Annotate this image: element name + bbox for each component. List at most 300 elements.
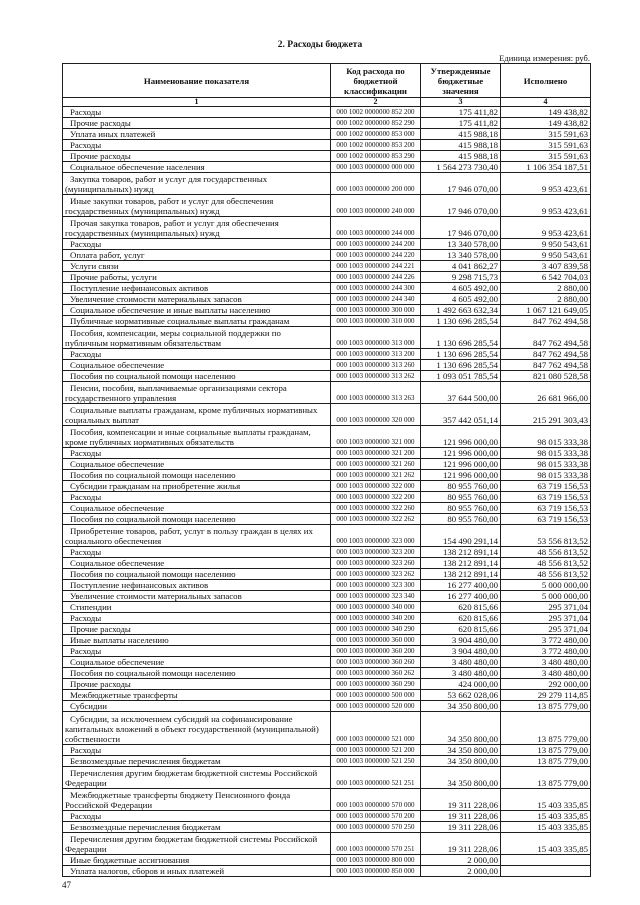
row-approved: 16 277 400,00 <box>421 591 501 602</box>
row-approved: 16 277 400,00 <box>421 580 501 591</box>
row-executed: 15 403 335,85 <box>501 833 591 855</box>
row-approved: 53 662 028,06 <box>421 690 501 701</box>
table-row <box>63 712 591 745</box>
row-name: Увеличение стоимости материальных запасов <box>63 294 331 305</box>
row-executed: 215 291 303,43 <box>501 404 591 426</box>
table-row <box>63 250 591 261</box>
row-name: Услуги связи <box>63 261 331 272</box>
section-title: 2. Расходы бюджета <box>277 40 363 50</box>
table-row <box>63 140 591 151</box>
row-code: 000 1003 0000000 320 000 <box>331 404 421 426</box>
row-executed: 15 403 335,85 <box>501 789 591 811</box>
row-code: 000 1003 0000000 500 000 <box>331 690 421 701</box>
row-code: 000 1003 0000000 521 200 <box>331 745 421 756</box>
table-header-row <box>63 64 591 98</box>
row-executed: 295 371,04 <box>501 624 591 635</box>
page-number: 47 <box>62 880 71 890</box>
row-approved: 1 130 696 285,54 <box>421 360 501 371</box>
row-code: 000 1003 0000000 521 251 <box>331 767 421 789</box>
budget-expenses-table <box>62 63 591 877</box>
row-name: Социальное обеспечение <box>63 360 331 371</box>
table-row <box>63 217 591 239</box>
row-approved: 1 564 273 730,40 <box>421 162 501 173</box>
row-executed: 9 953 423,61 <box>501 173 591 195</box>
row-executed: 6 542 704,03 <box>501 272 591 283</box>
row-name: Пособия по социальной помощи населению <box>63 371 331 382</box>
row-executed <box>501 866 591 877</box>
row-approved: 80 955 760,00 <box>421 492 501 503</box>
table-row <box>63 580 591 591</box>
row-name: Субсидии гражданам на приобретение жилья <box>63 481 331 492</box>
row-approved: 1 130 696 285,54 <box>421 327 501 349</box>
row-code: 000 1003 0000000 244 226 <box>331 272 421 283</box>
table-row <box>63 558 591 569</box>
row-approved: 424 000,00 <box>421 679 501 690</box>
row-code: 000 1003 0000000 313 260 <box>331 360 421 371</box>
row-approved: 19 311 228,06 <box>421 811 501 822</box>
row-code: 000 1003 0000000 321 200 <box>331 448 421 459</box>
table-row <box>63 481 591 492</box>
row-code: 000 1003 0000000 323 340 <box>331 591 421 602</box>
row-name: Безвозмездные перечисления бюджетам <box>63 822 331 833</box>
row-code: 000 1003 0000000 360 000 <box>331 635 421 646</box>
row-name: Иные закупки товаров, работ и услуг для обеспечения государственных (муниципальных) нужд <box>63 195 331 217</box>
row-approved: 17 946 070,00 <box>421 195 501 217</box>
row-approved: 415 988,18 <box>421 129 501 140</box>
row-executed: 48 556 813,52 <box>501 569 591 580</box>
row-approved: 138 212 891,14 <box>421 547 501 558</box>
row-approved: 4 041 862,27 <box>421 261 501 272</box>
row-executed: 315 591,63 <box>501 151 591 162</box>
row-executed: 98 015 333,38 <box>501 448 591 459</box>
row-approved: 1 492 663 632,34 <box>421 305 501 316</box>
row-approved: 4 605 492,00 <box>421 283 501 294</box>
row-code: 000 1003 0000000 850 000 <box>331 866 421 877</box>
row-code: 000 1003 0000000 520 000 <box>331 701 421 712</box>
row-executed: 63 719 156,53 <box>501 503 591 514</box>
row-name: Расходы <box>63 492 331 503</box>
column-number: 2 <box>331 98 421 107</box>
row-code: 000 1003 0000000 340 000 <box>331 602 421 613</box>
row-code: 000 1003 0000000 310 000 <box>331 316 421 327</box>
row-code: 000 1003 0000000 240 000 <box>331 195 421 217</box>
row-executed: 63 719 156,53 <box>501 514 591 525</box>
table-row <box>63 492 591 503</box>
row-executed: 3 480 480,00 <box>501 657 591 668</box>
row-executed: 821 080 528,58 <box>501 371 591 382</box>
row-name: Расходы <box>63 140 331 151</box>
row-executed: 26 681 966,00 <box>501 382 591 404</box>
table-row <box>63 569 591 580</box>
row-approved: 34 350 800,00 <box>421 712 501 745</box>
table-row <box>63 756 591 767</box>
row-name: Иные бюджетные ассигнования <box>63 855 331 866</box>
row-executed: 15 403 335,85 <box>501 811 591 822</box>
table-row <box>63 294 591 305</box>
row-executed: 13 875 779,00 <box>501 767 591 789</box>
row-executed: 9 953 423,61 <box>501 217 591 239</box>
row-approved: 620 815,66 <box>421 602 501 613</box>
row-name: Прочие расходы <box>63 118 331 129</box>
table-row <box>63 118 591 129</box>
row-name: Безвозмездные перечисления бюджетам <box>63 756 331 767</box>
table-row <box>63 866 591 877</box>
row-executed: 63 719 156,53 <box>501 481 591 492</box>
row-name: Социальное обеспечение <box>63 657 331 668</box>
row-name: Социальное обеспечение <box>63 459 331 470</box>
row-approved: 620 815,66 <box>421 624 501 635</box>
row-code: 000 1003 0000000 360 260 <box>331 657 421 668</box>
row-name: Расходы <box>63 547 331 558</box>
row-code: 000 1003 0000000 244 220 <box>331 250 421 261</box>
table-row <box>63 591 591 602</box>
header-code: Код расхода по бюджетной классификации <box>331 64 421 98</box>
row-executed: 5 000 000,00 <box>501 591 591 602</box>
row-executed: 295 371,04 <box>501 613 591 624</box>
row-executed: 292 000,00 <box>501 679 591 690</box>
row-name: Оплата работ, услуг <box>63 250 331 261</box>
row-executed: 847 762 494,58 <box>501 327 591 349</box>
table-row <box>63 690 591 701</box>
row-executed <box>501 855 591 866</box>
row-executed: 3 480 480,00 <box>501 668 591 679</box>
table-row <box>63 360 591 371</box>
row-approved: 34 350 800,00 <box>421 767 501 789</box>
row-code: 000 1003 0000000 244 300 <box>331 283 421 294</box>
row-approved: 1 130 696 285,54 <box>421 349 501 360</box>
row-executed: 29 279 114,85 <box>501 690 591 701</box>
row-executed: 13 875 779,00 <box>501 701 591 712</box>
table-row <box>63 624 591 635</box>
table-row <box>63 261 591 272</box>
row-code: 000 1003 0000000 000 000 <box>331 162 421 173</box>
row-name: Социальное обеспечение <box>63 558 331 569</box>
row-executed: 98 015 333,38 <box>501 459 591 470</box>
row-executed: 3 407 839,58 <box>501 261 591 272</box>
row-code: 000 1002 0000000 852 290 <box>331 118 421 129</box>
row-approved: 34 350 800,00 <box>421 701 501 712</box>
row-name: Перечисления другим бюджетам бюджетной системы Российской Федерации <box>63 767 331 789</box>
row-executed: 15 403 335,85 <box>501 822 591 833</box>
column-number-row <box>63 98 591 107</box>
row-executed: 98 015 333,38 <box>501 426 591 448</box>
row-approved: 17 946 070,00 <box>421 173 501 195</box>
row-name: Иные выплаты населению <box>63 635 331 646</box>
row-code: 000 1002 0000000 853 200 <box>331 140 421 151</box>
row-executed: 149 438,82 <box>501 107 591 118</box>
table-row <box>63 701 591 712</box>
row-approved: 415 988,18 <box>421 140 501 151</box>
table-row <box>63 272 591 283</box>
row-executed: 98 015 333,38 <box>501 470 591 481</box>
row-approved: 154 490 291,14 <box>421 525 501 547</box>
row-name: Публичные нормативные социальные выплаты гражданам <box>63 316 331 327</box>
table-row <box>63 349 591 360</box>
row-name: Расходы <box>63 613 331 624</box>
row-name: Социальное обеспечение населения <box>63 162 331 173</box>
row-approved: 415 988,18 <box>421 151 501 162</box>
table-row <box>63 129 591 140</box>
table-row <box>63 525 591 547</box>
row-code: 000 1003 0000000 321 000 <box>331 426 421 448</box>
row-approved: 37 644 500,00 <box>421 382 501 404</box>
row-code: 000 1003 0000000 300 000 <box>331 305 421 316</box>
table-row <box>63 305 591 316</box>
row-executed: 847 762 494,58 <box>501 316 591 327</box>
row-approved: 13 340 578,00 <box>421 239 501 250</box>
row-executed: 847 762 494,58 <box>501 360 591 371</box>
table-row <box>63 316 591 327</box>
row-approved: 34 350 800,00 <box>421 745 501 756</box>
row-name: Уплата налогов, сборов и иных платежей <box>63 866 331 877</box>
table-row <box>63 547 591 558</box>
row-code: 000 1003 0000000 322 000 <box>331 481 421 492</box>
table-row <box>63 668 591 679</box>
row-name: Прочие расходы <box>63 151 331 162</box>
row-approved: 357 442 051,14 <box>421 404 501 426</box>
row-code: 000 1003 0000000 521 000 <box>331 712 421 745</box>
row-code: 000 1002 0000000 853 290 <box>331 151 421 162</box>
row-approved: 2 000,00 <box>421 855 501 866</box>
table-row <box>63 151 591 162</box>
row-code: 000 1003 0000000 323 262 <box>331 569 421 580</box>
row-approved: 121 996 000,00 <box>421 459 501 470</box>
table-row <box>63 855 591 866</box>
row-name: Расходы <box>63 349 331 360</box>
table-row <box>63 811 591 822</box>
table-body <box>63 107 591 877</box>
row-code: 000 1003 0000000 244 221 <box>331 261 421 272</box>
row-executed: 13 875 779,00 <box>501 712 591 745</box>
row-code: 000 1003 0000000 323 260 <box>331 558 421 569</box>
table-row <box>63 239 591 250</box>
row-name: Пособия, компенсации и иные социальные выплаты гражданам, кроме публичных нормативных обязательств <box>63 426 331 448</box>
row-name: Стипендии <box>63 602 331 613</box>
row-executed: 149 438,82 <box>501 118 591 129</box>
row-executed: 295 371,04 <box>501 602 591 613</box>
row-code: 000 1003 0000000 322 200 <box>331 492 421 503</box>
row-name: Пособия по социальной помощи населению <box>63 668 331 679</box>
row-name: Прочие расходы <box>63 679 331 690</box>
row-code: 000 1003 0000000 323 200 <box>331 547 421 558</box>
row-name: Субсидии <box>63 701 331 712</box>
row-executed: 3 772 480,00 <box>501 635 591 646</box>
row-name: Социальное обеспечение и иные выплаты населению <box>63 305 331 316</box>
table-row <box>63 107 591 118</box>
table-row <box>63 514 591 525</box>
header-approved: Утвержденные бюджетные значения <box>421 64 501 98</box>
row-executed: 315 591,63 <box>501 140 591 151</box>
row-code: 000 1003 0000000 323 300 <box>331 580 421 591</box>
row-name: Пособия по социальной помощи населению <box>63 470 331 481</box>
table-row <box>63 195 591 217</box>
row-code: 000 1003 0000000 321 260 <box>331 459 421 470</box>
row-executed: 5 000 000,00 <box>501 580 591 591</box>
row-approved: 620 815,66 <box>421 613 501 624</box>
row-name: Прочие работы, услуги <box>63 272 331 283</box>
row-code: 000 1003 0000000 340 200 <box>331 613 421 624</box>
row-approved: 121 996 000,00 <box>421 470 501 481</box>
table-row <box>63 635 591 646</box>
row-name: Увеличение стоимости материальных запасов <box>63 591 331 602</box>
row-code: 000 1003 0000000 321 262 <box>331 470 421 481</box>
row-name: Закупка товаров, работ и услуг для государственных (муниципальных) нужд <box>63 173 331 195</box>
row-approved: 138 212 891,14 <box>421 569 501 580</box>
row-approved: 80 955 760,00 <box>421 481 501 492</box>
table-row <box>63 470 591 481</box>
row-approved: 13 340 578,00 <box>421 250 501 261</box>
row-code: 000 1003 0000000 244 000 <box>331 217 421 239</box>
row-code: 000 1002 0000000 853 000 <box>331 129 421 140</box>
column-number: 4 <box>501 98 591 107</box>
row-code: 000 1003 0000000 322 260 <box>331 503 421 514</box>
row-name: Пенсии, пособия, выплачиваемые организациями сектора государственного управления <box>63 382 331 404</box>
row-name: Межбюджетные трансферты бюджету Пенсионного фонда Российской Федерации <box>63 789 331 811</box>
row-code: 000 1003 0000000 360 290 <box>331 679 421 690</box>
row-name: Уплата иных платежей <box>63 129 331 140</box>
table-row <box>63 602 591 613</box>
row-approved: 34 350 800,00 <box>421 756 501 767</box>
row-approved: 19 311 228,06 <box>421 789 501 811</box>
row-name: Расходы <box>63 239 331 250</box>
row-approved: 9 298 715,73 <box>421 272 501 283</box>
row-code: 000 1003 0000000 360 200 <box>331 646 421 657</box>
row-code: 000 1003 0000000 323 000 <box>331 525 421 547</box>
table-row <box>63 789 591 811</box>
row-approved: 1 130 696 285,54 <box>421 316 501 327</box>
row-name: Межбюджетные трансферты <box>63 690 331 701</box>
row-code: 000 1002 0000000 852 200 <box>331 107 421 118</box>
row-executed: 1 106 354 187,51 <box>501 162 591 173</box>
table-row <box>63 679 591 690</box>
row-approved: 80 955 760,00 <box>421 514 501 525</box>
row-approved: 3 904 480,00 <box>421 635 501 646</box>
row-code: 000 1003 0000000 570 000 <box>331 789 421 811</box>
row-code: 000 1003 0000000 322 262 <box>331 514 421 525</box>
row-executed: 9 953 423,61 <box>501 195 591 217</box>
row-approved: 3 480 480,00 <box>421 657 501 668</box>
row-name: Социальные выплаты гражданам, кроме публичных нормативных социальных выплат <box>63 404 331 426</box>
row-approved: 3 904 480,00 <box>421 646 501 657</box>
table-row <box>63 767 591 789</box>
row-code: 000 1003 0000000 570 251 <box>331 833 421 855</box>
column-number: 3 <box>421 98 501 107</box>
header-name: Наименование показателя <box>63 64 331 98</box>
row-code: 000 1003 0000000 313 263 <box>331 382 421 404</box>
row-name: Расходы <box>63 811 331 822</box>
row-name: Прочие расходы <box>63 624 331 635</box>
row-name: Расходы <box>63 646 331 657</box>
row-executed: 53 556 813,52 <box>501 525 591 547</box>
table-row <box>63 382 591 404</box>
row-executed: 2 880,00 <box>501 294 591 305</box>
row-executed: 315 591,63 <box>501 129 591 140</box>
row-approved: 4 605 492,00 <box>421 294 501 305</box>
row-approved: 17 946 070,00 <box>421 217 501 239</box>
row-code: 000 1003 0000000 521 250 <box>331 756 421 767</box>
row-executed: 3 772 480,00 <box>501 646 591 657</box>
row-approved: 138 212 891,14 <box>421 558 501 569</box>
row-approved: 3 480 480,00 <box>421 668 501 679</box>
row-code: 000 1003 0000000 313 200 <box>331 349 421 360</box>
table-row <box>63 448 591 459</box>
row-approved: 2 000,00 <box>421 866 501 877</box>
row-code: 000 1003 0000000 340 290 <box>331 624 421 635</box>
row-code: 000 1003 0000000 570 200 <box>331 811 421 822</box>
row-name: Пособия по социальной помощи населению <box>63 569 331 580</box>
row-approved: 19 311 228,06 <box>421 833 501 855</box>
row-executed: 63 719 156,53 <box>501 492 591 503</box>
table-row <box>63 283 591 294</box>
row-name: Субсидии, за исключением субсидий на софинансирование капитальных вложений в объект государственной (муниципальной) собственности <box>63 712 331 745</box>
table-row <box>63 503 591 514</box>
row-code: 000 1003 0000000 313 000 <box>331 327 421 349</box>
row-name: Расходы <box>63 745 331 756</box>
row-name: Пособия по социальной помощи населению <box>63 514 331 525</box>
row-executed: 13 875 779,00 <box>501 756 591 767</box>
row-approved: 121 996 000,00 <box>421 426 501 448</box>
table-row <box>63 327 591 349</box>
row-executed: 1 067 121 649,05 <box>501 305 591 316</box>
row-executed: 9 950 543,61 <box>501 239 591 250</box>
row-code: 000 1003 0000000 800 000 <box>331 855 421 866</box>
row-code: 000 1003 0000000 200 000 <box>331 173 421 195</box>
table-row <box>63 657 591 668</box>
table-row <box>63 371 591 382</box>
table-row <box>63 404 591 426</box>
row-code: 000 1003 0000000 244 340 <box>331 294 421 305</box>
table-row <box>63 162 591 173</box>
row-name: Расходы <box>63 448 331 459</box>
row-code: 000 1003 0000000 570 250 <box>331 822 421 833</box>
table-row <box>63 173 591 195</box>
row-approved: 80 955 760,00 <box>421 503 501 514</box>
table-row <box>63 822 591 833</box>
row-name: Приобретение товаров, работ, услуг в пользу граждан в целях их социального обеспечения <box>63 525 331 547</box>
row-executed: 48 556 813,52 <box>501 558 591 569</box>
table-row <box>63 459 591 470</box>
row-name: Пособия, компенсации, меры социальной поддержки по публичным нормативным обязательствам <box>63 327 331 349</box>
row-name: Поступление нефинансовых активов <box>63 580 331 591</box>
row-executed: 48 556 813,52 <box>501 547 591 558</box>
row-approved: 175 411,82 <box>421 107 501 118</box>
unit-label: Единица измерения: руб. <box>499 53 590 63</box>
row-approved: 121 996 000,00 <box>421 448 501 459</box>
table-row <box>63 613 591 624</box>
table-row <box>63 745 591 756</box>
row-approved: 19 311 228,06 <box>421 822 501 833</box>
header-executed: Исполнено <box>501 64 591 98</box>
row-approved: 1 093 051 785,54 <box>421 371 501 382</box>
row-executed: 9 950 543,61 <box>501 250 591 261</box>
row-code: 000 1003 0000000 313 262 <box>331 371 421 382</box>
row-code: 000 1003 0000000 244 200 <box>331 239 421 250</box>
table-row <box>63 646 591 657</box>
row-executed: 13 875 779,00 <box>501 745 591 756</box>
row-name: Расходы <box>63 107 331 118</box>
row-approved: 175 411,82 <box>421 118 501 129</box>
column-number: 1 <box>63 98 331 107</box>
table-row <box>63 426 591 448</box>
row-executed: 847 762 494,58 <box>501 349 591 360</box>
row-name: Перечисления другим бюджетам бюджетной системы Российской Федерации <box>63 833 331 855</box>
row-name: Поступление нефинансовых активов <box>63 283 331 294</box>
row-name: Социальное обеспечение <box>63 503 331 514</box>
table-row <box>63 833 591 855</box>
row-name: Прочая закупка товаров, работ и услуг для обеспечения государственных (муниципальных) нужд <box>63 217 331 239</box>
row-executed: 2 880,00 <box>501 283 591 294</box>
row-code: 000 1003 0000000 360 262 <box>331 668 421 679</box>
